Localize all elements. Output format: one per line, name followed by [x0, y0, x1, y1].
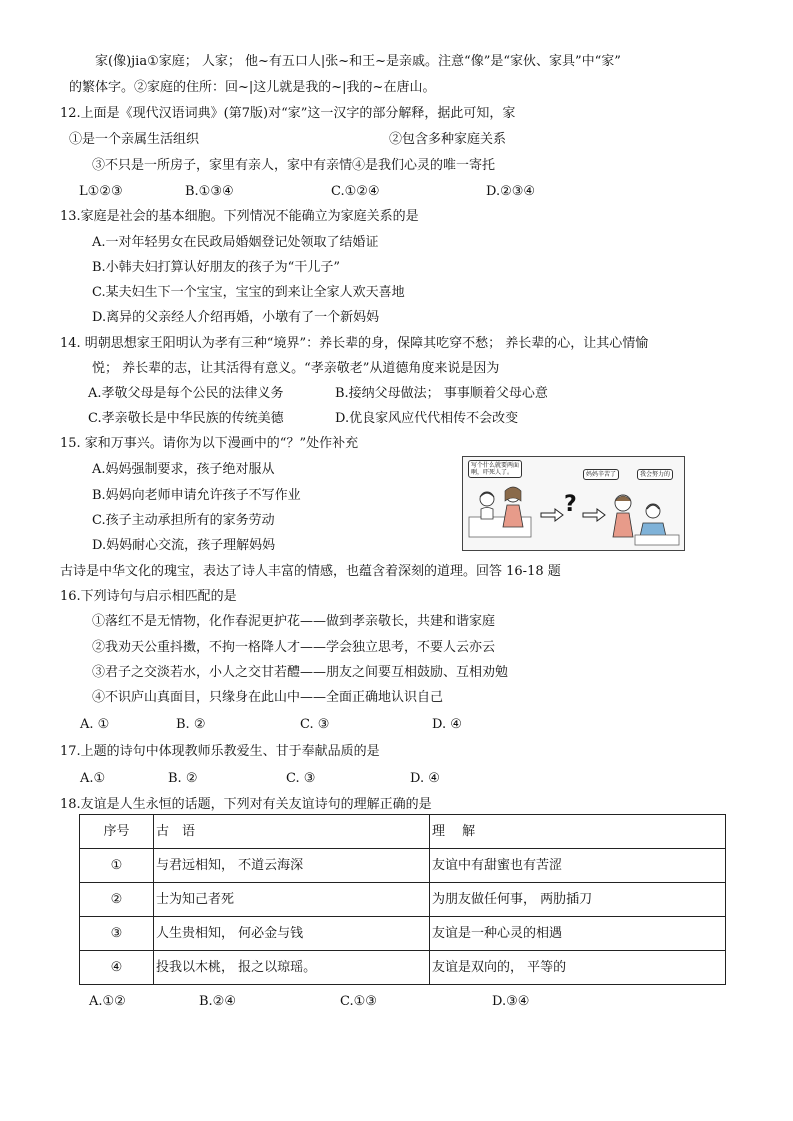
- q12-option-a[interactable]: L①②③: [79, 184, 123, 199]
- q17-option-c[interactable]: C. ③: [286, 771, 316, 786]
- table-row: [80, 917, 726, 951]
- row-number: ③: [80, 917, 154, 951]
- cartoon-bubble-mother: [468, 460, 522, 478]
- q15-stem: 15. 家和万事兴。请你为以下漫画中的“？”处作补充: [60, 436, 359, 451]
- q13-stem: 13.家庭是社会的基本细胞。下列情况不能确立为家庭关系的是: [60, 209, 419, 224]
- row-quote: 士为知己者死: [154, 883, 430, 917]
- row-meaning: 友谊中有甜蜜也有苦涩: [430, 849, 726, 883]
- row-meaning: 友谊是一种心灵的相遇: [430, 917, 726, 951]
- q16-stem: 16.下列诗句与启示相匹配的是: [60, 589, 237, 604]
- q15-option-c[interactable]: C.孩子主动承担所有的家务劳动: [92, 513, 275, 528]
- q12-item-2: ②包含多种家庭关系: [389, 132, 507, 147]
- q12-item-1: ①是一个亲属生活组织: [69, 132, 200, 147]
- q18-option-a[interactable]: A.①②: [89, 994, 126, 1009]
- dict-line-2: 的繁体字。②家庭的住所：回~|这儿就是我的~|我的~在唐山。: [69, 80, 436, 95]
- row-quote: 与君远相知， 不道云海深: [154, 849, 430, 883]
- header-number: 序号: [80, 815, 154, 849]
- q12-stem: 12.上面是《现代汉语词典》(第7版)对“家”这一汉字的部分解释，据此可知，家: [60, 106, 516, 121]
- table-row: [80, 849, 726, 883]
- dict-line-1: 家(像)jia①家庭； 人家； 他~有五口人|张~和王~是亲戚。注意“像”是“家伙、家具”中“家”: [95, 54, 621, 69]
- q12-option-b[interactable]: B.①③④: [185, 184, 234, 199]
- cartoon-bubble-2: 妈妈辛苦了: [583, 469, 619, 480]
- q17-stem: 17.上题的诗句中体现教师乐教爱生、甘于奉献品质的是: [60, 744, 380, 759]
- q16-item-3: ③君子之交淡若水，小人之交甘若醴——朋友之间要互相鼓励、互相劝勉: [92, 665, 509, 680]
- cartoon-bubble-text-1: 写个什么就要两面: [471, 462, 520, 469]
- q15-option-d[interactable]: D.妈妈耐心交流，孩子理解妈妈: [92, 538, 276, 553]
- q13-option-a[interactable]: A.一对年轻男女在民政局婚姻登记处领取了结婚证: [92, 235, 379, 250]
- q17-option-a[interactable]: A.①: [80, 771, 106, 786]
- q18-option-b[interactable]: B.②④: [199, 994, 236, 1009]
- table-header-row: [80, 815, 726, 849]
- friendship-table: [79, 814, 726, 985]
- q14-option-a[interactable]: A.孝敬父母是每个公民的法律义务: [88, 386, 284, 401]
- q12-option-d[interactable]: D.②③④: [486, 184, 536, 199]
- cartoon-bubble-3: 我会努力的: [637, 469, 673, 480]
- q14-option-c[interactable]: C.孝亲敬长是中华民族的传统美德: [88, 411, 284, 426]
- q14-stem-1: 14. 明朝思想家王阳明认为孝有三种“境界”：养长辈的身，保障其吃穿不愁； 养长辈的心，让其心情愉: [60, 336, 649, 351]
- row-number: ④: [80, 951, 154, 985]
- q15-option-a[interactable]: A.妈妈强制要求，孩子绝对服从: [92, 462, 275, 477]
- q18-stem: 18.友谊是人生永恒的话题，下列对有关友谊诗句的理解正确的是: [60, 797, 432, 812]
- q16-option-c[interactable]: C. ③: [300, 717, 330, 732]
- row-meaning: 为朋友做任何事， 两肋插刀: [430, 883, 726, 917]
- q13-option-d[interactable]: D.离异的父亲经人介绍再婚，小墩有了一个新妈妈: [92, 310, 380, 325]
- q16-option-a[interactable]: A. ①: [80, 717, 110, 732]
- q17-option-d[interactable]: D. ④: [410, 771, 440, 786]
- q13-option-c[interactable]: C.某夫妇生下一个宝宝，宝宝的到来让全家人欢天喜地: [92, 285, 405, 300]
- q14-option-b[interactable]: B.接纳父母做法； 事事顺着父母心意: [335, 386, 548, 401]
- row-meaning: 友谊是双向的， 平等的: [430, 951, 726, 985]
- q15-cartoon: [462, 456, 685, 551]
- q12-item-3: ③不只是一所房子，家里有亲人，家中有亲情④是我们心灵的唯一寄托: [92, 158, 496, 173]
- q18-option-d[interactable]: D.③④: [492, 994, 530, 1009]
- cartoon-question-mark: ?: [564, 492, 577, 517]
- q13-option-b[interactable]: B.小韩夫妇打算认好朋友的孩子为“干儿子”: [92, 260, 340, 275]
- table-row: [80, 951, 726, 985]
- q16-option-d[interactable]: D. ④: [432, 717, 462, 732]
- q14-stem-2: 悦； 养长辈的志，让其活得有意义。“孝亲敬老”从道德角度来说是因为: [92, 361, 500, 376]
- row-number: ①: [80, 849, 154, 883]
- table-row: [80, 883, 726, 917]
- row-quote: 投我以木桃， 报之以琼瑶。: [154, 951, 430, 985]
- row-quote: 人生贵相知， 何必金与钱: [154, 917, 430, 951]
- header-meaning: 理 解: [430, 815, 726, 849]
- q16-item-2: ②我劝天公重抖擞，不拘一格降人才——学会独立思考，不要人云亦云: [92, 640, 496, 655]
- header-quote: 古 语: [154, 815, 430, 849]
- cartoon-bubble-text-1b: 啊，吓死人了。: [471, 469, 514, 476]
- q16-item-1: ①落红不是无情物，化作春泥更护花——做到孝亲敬长，共建和谐家庭: [92, 614, 496, 629]
- row-number: ②: [80, 883, 154, 917]
- q18-option-c[interactable]: C.①③: [340, 994, 377, 1009]
- q12-option-c[interactable]: C.①②④: [331, 184, 380, 199]
- q15-option-b[interactable]: B.妈妈向老师申请允许孩子不写作业: [92, 488, 301, 503]
- q14-option-d[interactable]: D.优良家风应代代相传不会改变: [335, 411, 519, 426]
- q16-option-b[interactable]: B. ②: [176, 717, 206, 732]
- q17-option-b[interactable]: B. ②: [168, 771, 198, 786]
- q16-item-4: ④不识庐山真面目，只缘身在此山中——全面正确地认识自己: [92, 690, 444, 705]
- poetry-intro: 古诗是中华文化的瑰宝，表达了诗人丰富的情感，也蕴含着深刻的道理。回答 16-18 题: [60, 564, 561, 579]
